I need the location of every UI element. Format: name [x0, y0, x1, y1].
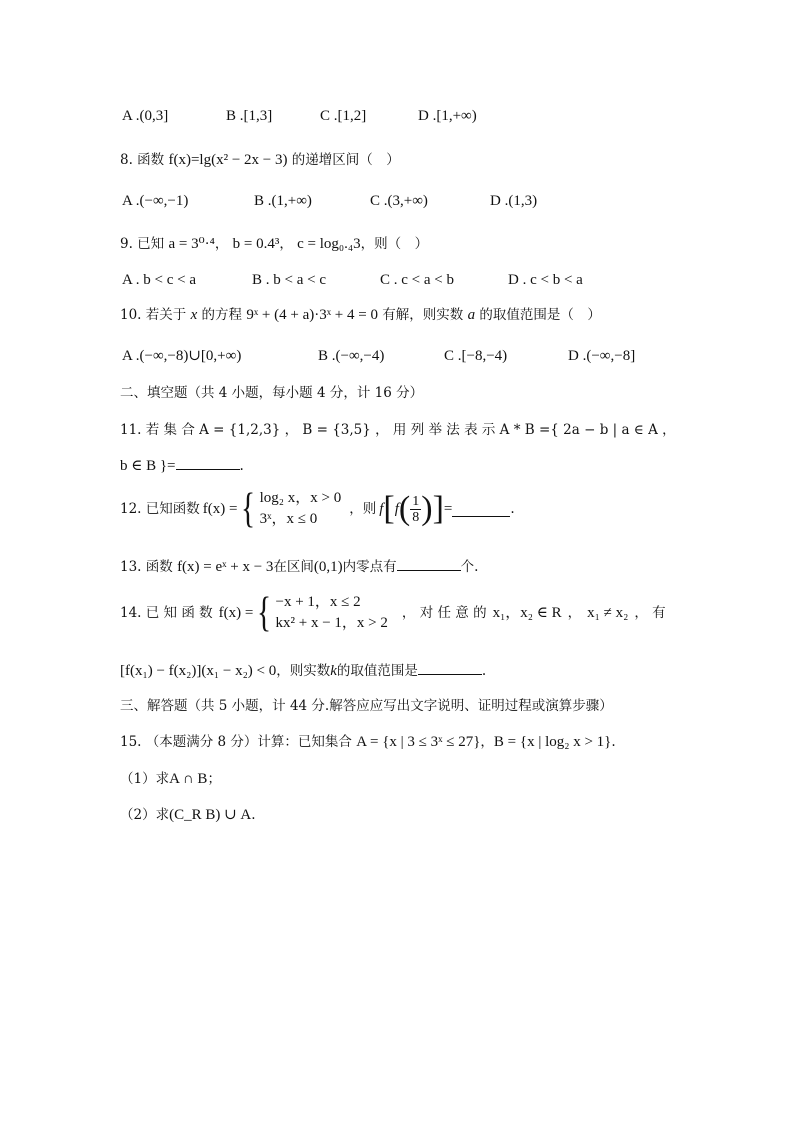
- q14-end: ， 有: [634, 605, 666, 621]
- q14-line2-mid: ，则实数: [276, 663, 331, 679]
- q9-stem: 9. 已知 a = 3⁰·⁴， b = 0.4³， c = log₀.₄3，则（ ）: [120, 236, 429, 252]
- q13-mid: 在区间: [273, 559, 314, 575]
- q12-bracket-open: [: [383, 490, 395, 527]
- q15-part2: [120, 805, 256, 825]
- q14-case2: kx² + x − 1，x > 2: [275, 615, 388, 631]
- section-3-heading: 三、解答题（共 5 小题，计 44 分.解答应应写出文字说明、证明过程或演算步骤）: [120, 698, 613, 714]
- q10-stem-end: 的取值范围是（ ）: [479, 307, 601, 323]
- q15-set-b: B = {x | log₂ x > 1}: [493, 734, 612, 750]
- q8-option-c: C .(3,+∞): [370, 193, 428, 209]
- q9-stem-prefix: 9. 已知: [120, 236, 165, 252]
- q7-option-b: B .[1,3]: [226, 108, 273, 124]
- q13-mid2: 内零点有: [342, 559, 397, 575]
- q9-stem-suffix: ，则（ ）: [360, 236, 429, 252]
- q10-option-d: D .(−∞,−8]: [568, 348, 636, 364]
- q12-f-inner: f: [394, 501, 399, 517]
- q8-option-d: D .(1,3): [490, 193, 538, 209]
- q12-fx: f(x) =: [202, 501, 238, 517]
- q12-case1: log₂ x，x > 0: [259, 490, 342, 506]
- q12-paren-open: (: [398, 490, 411, 527]
- q13-answer-blank: [397, 556, 461, 571]
- q9-option-a: A . b < c < a: [122, 272, 196, 288]
- q14-vars: x₁，x₂ ∈ R: [492, 605, 562, 621]
- q15-part2-suffix: .: [251, 807, 256, 823]
- q7-option-d: D .[1,+∞): [418, 108, 477, 124]
- q14-line2: [120, 660, 486, 681]
- q12-f-outer: f: [379, 501, 384, 517]
- q14-case1: −x + 1，x ≤ 2: [275, 594, 361, 610]
- q15-stem: [120, 732, 616, 752]
- q15-prefix: 15. （本题满分 8 分）计算：已知集合: [120, 734, 352, 750]
- q10-stem-prefix: 10. 若关于: [120, 307, 187, 323]
- q8-formula: f(x)=lg(x² − 2x − 3): [168, 152, 288, 168]
- q10-option-a: A .(−∞,−8)∪[0,+∞): [122, 348, 242, 364]
- q15-sep: ，: [480, 734, 494, 750]
- q13-formula: f(x) = eˣ + x − 3: [177, 559, 274, 575]
- q14-line2-var: k: [330, 663, 337, 679]
- q8-option-b: B .(1,+∞): [254, 193, 312, 209]
- q10-stem: [120, 305, 601, 325]
- q10-option-b: B .(−∞,−4): [318, 348, 385, 364]
- q15-part1-formula: A ∩ B: [169, 771, 208, 787]
- q12-case2: 3ˣ，x ≤ 0: [259, 511, 318, 527]
- q12-line: [120, 488, 515, 536]
- q10-stem-mid: 的方程: [201, 307, 243, 323]
- q15-part2-prefix: （2）求: [120, 807, 170, 823]
- q10-option-c: C .[−8,−4): [444, 348, 508, 364]
- q15-suffix: .: [611, 734, 616, 750]
- q8-stem-suffix: 的递增区间（ ）: [291, 152, 400, 168]
- q12-cases: [260, 488, 342, 530]
- q12-eq: =: [443, 501, 453, 517]
- q8-stem: [120, 150, 400, 170]
- q13-line: [120, 556, 478, 577]
- q12-answer-blank: [452, 502, 510, 517]
- q11-line2: [120, 455, 244, 476]
- q15-part2-formula: (C_R B) ∪ A: [169, 807, 252, 823]
- q12-bracket-close: ]: [432, 490, 444, 527]
- q9-b-def: b = 0.4³: [232, 236, 280, 252]
- q11-line1: 11. 若 集 合 A = {1,2,3} ， B = {3,5} ， 用 列 举 法 表 示 A * B ={ 2a − b | a ∈ A ，: [120, 422, 676, 438]
- q10-stem-suffix: 有解，则实数: [382, 307, 464, 323]
- q15-part1-suffix: ；: [207, 771, 221, 787]
- q10-var2: a: [467, 307, 476, 323]
- q11-line2-suffix: .: [239, 458, 244, 474]
- q11-answer-blank: [176, 455, 240, 470]
- q9-c-def: c = log₀.₄3: [297, 236, 361, 252]
- q14-cases: [276, 592, 388, 634]
- q7-option-a: A .(0,3]: [122, 108, 169, 124]
- q15-part1: [120, 769, 221, 789]
- q13-interval: (0,1): [313, 559, 343, 575]
- q10-var: x: [190, 307, 198, 323]
- q8-option-a: A .(−∞,−1): [122, 193, 189, 209]
- q12-prefix: 12. 已知函数: [120, 501, 200, 517]
- q15-part1-prefix: （1）求: [120, 771, 170, 787]
- q14-fx: f(x) =: [218, 605, 254, 621]
- q8-stem-prefix: 8. 函数: [120, 152, 165, 168]
- q14-line2-formula: [f(x₁) − f(x₂)](x₁ − x₂) < 0: [120, 663, 277, 679]
- q14-prefix: 14. 已 知 函 数: [120, 605, 213, 621]
- q12-suffix: .: [510, 501, 515, 517]
- q14-line2-suffix: .: [481, 663, 487, 679]
- q9-a-def: a = 3⁰·⁴: [168, 236, 215, 252]
- q13-prefix: 13. 函数: [120, 559, 173, 575]
- q15-set-a: A = {x | 3 ≤ 3ˣ ≤ 27}: [356, 734, 481, 750]
- q12-denominator: 8: [412, 509, 420, 525]
- q14-content: 14. 已 知 函 数 f(x) = { −x + 1，x ≤ 2 kx² + x − 1，x > 2 ， 对 任 意 的 x₁，x₂ ∈ R ， x₁ ≠ x₂ ， 有: [120, 590, 666, 636]
- q12-brace: {: [241, 486, 256, 532]
- q14-line1: [120, 592, 666, 640]
- q9-option-c: C . c < a < b: [380, 272, 454, 288]
- q12-mid: ，则: [349, 501, 377, 517]
- q14-answer-blank: [418, 660, 482, 675]
- section-2-heading: 二、填空题（共 4 小题，每小题 4 分，计 16 分）: [120, 385, 424, 401]
- q7-option-c: C .[1,2]: [320, 108, 367, 124]
- q11-line2-prefix: b ∈ B }=: [120, 458, 176, 474]
- q13-suffix: 个.: [460, 559, 479, 575]
- q14-brace: {: [257, 590, 272, 636]
- q14-mid: ， 对 任 意 的: [401, 605, 487, 621]
- q12-paren-close: ): [421, 490, 433, 527]
- q14-line2-end: 的取值范围是: [336, 663, 418, 679]
- q14-neq: x₁ ≠ x₂: [587, 605, 629, 621]
- q12-content: [120, 488, 515, 530]
- q9-option-b: B . b < a < c: [252, 272, 326, 288]
- q9-option-d: D . c < b < a: [508, 272, 583, 288]
- q10-equation: 9ˣ + (4 + a)·3ˣ + 4 = 0: [246, 307, 378, 323]
- q12-numerator: 1: [412, 493, 420, 509]
- q12-fraction: [410, 494, 421, 525]
